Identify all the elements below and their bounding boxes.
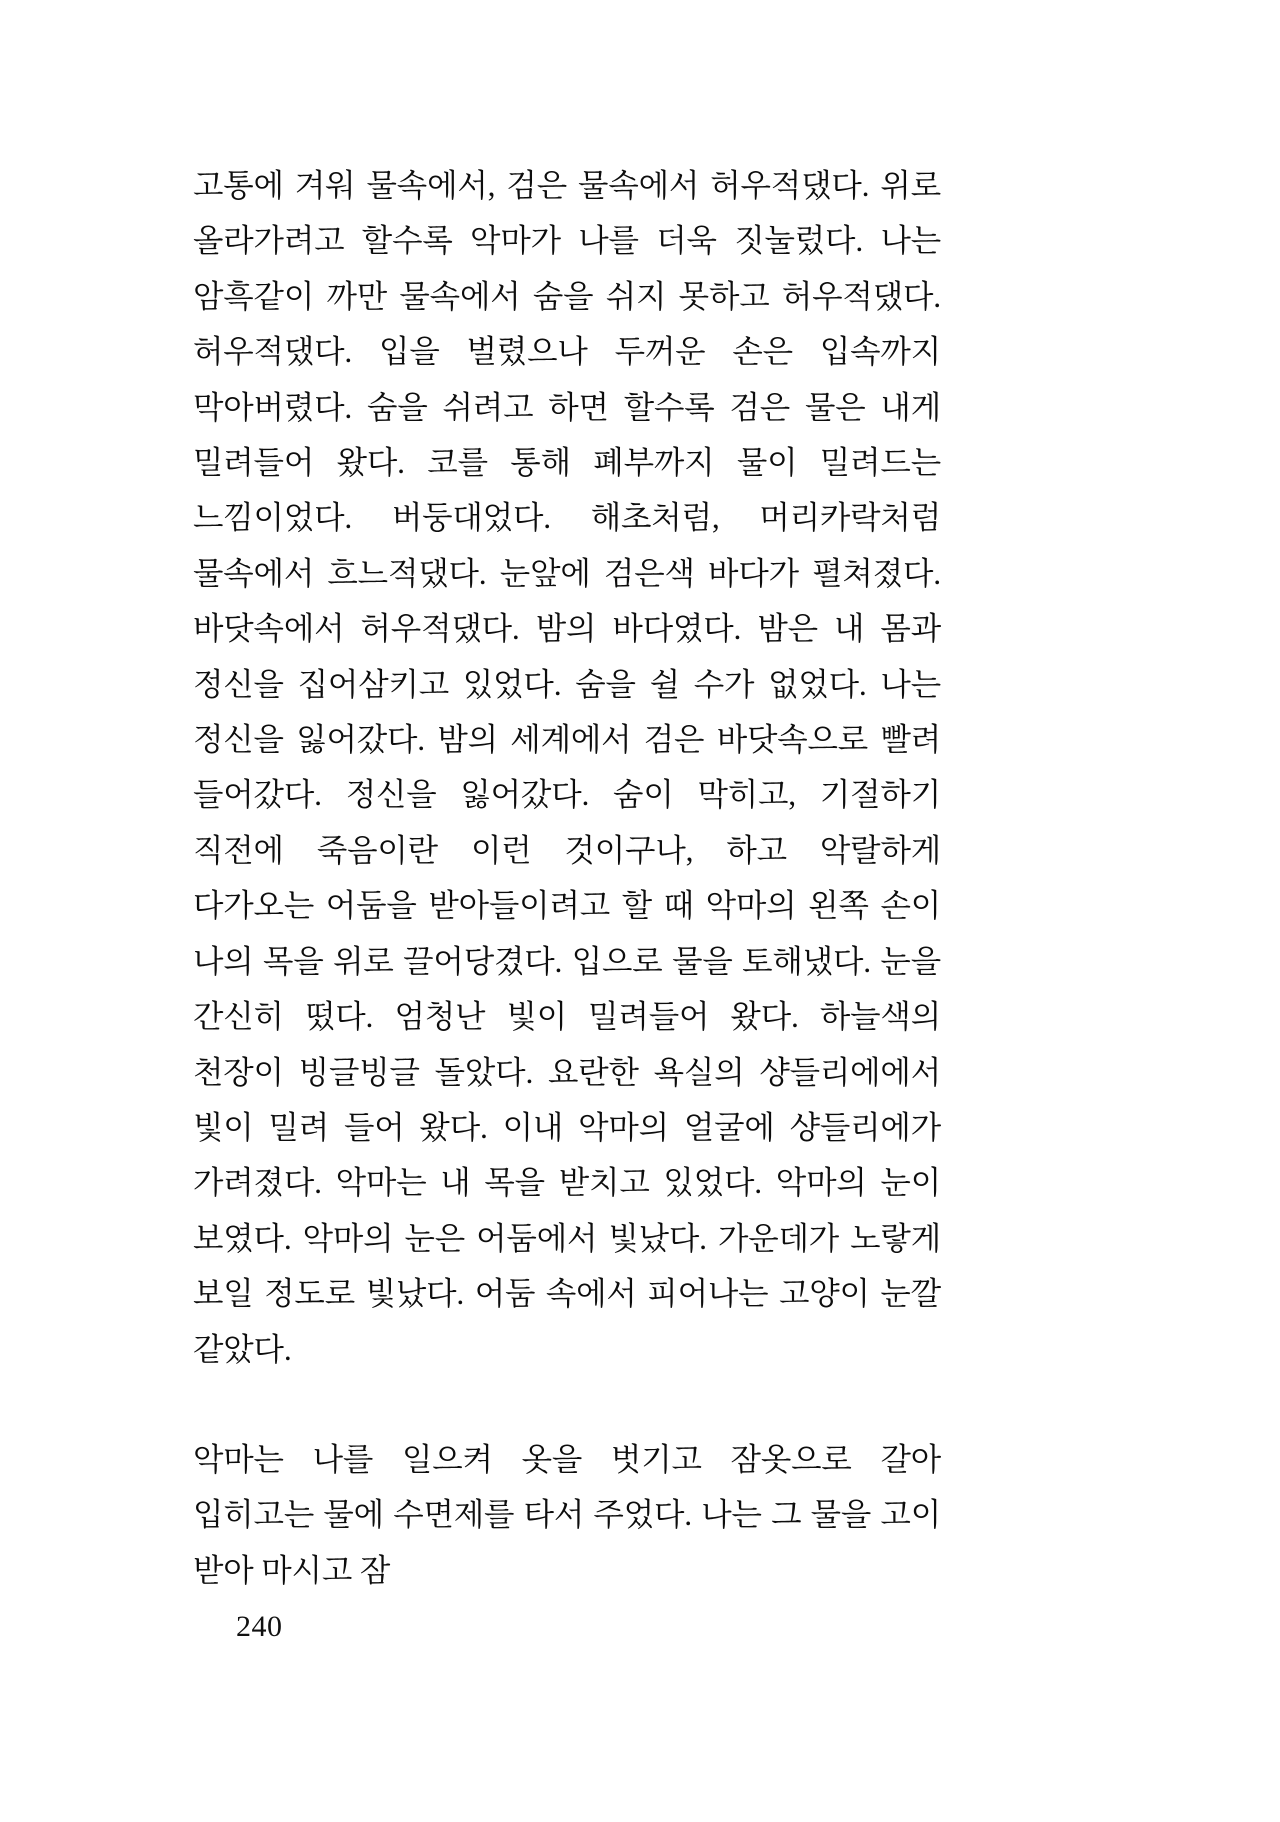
paragraph-spacer [193,1377,941,1432]
body-paragraph-2: 악마는 나를 일으켜 옷을 벗기고 잠옷으로 갈아 입히고는 물에 수면제를 타서 주었다. 나는 그 물을 고이 받아 마시고 잠 [193,1441,941,1588]
page-number: 240 [236,1610,283,1643]
body-text-column [193,158,941,1598]
body-paragraph-1: 고통에 겨워 물속에서, 검은 물속에서 허우적댔다. 위로 올라가려고 할수록 악마가 나를 더욱 짓눌렀다. 나는 암흑같이 까만 물속에서 숨을 쉬지 못하고 허우적댔다. 허우적댔다. 입을 벌렸으나 두꺼운 손은 입속까지 막아버렸다. 숨을 쉬려고 하면 할수록 검은 물은 내게 밀려들어 왔다. 코를 통해 폐부까지 물이 밀려드는 느낌이었다. 버둥대었다. 해초처럼, 머리카락처럼 물속에서 흐느적댔다. 눈앞에 검은색 바다가 펼쳐졌다. 바닷속에서 허우적댔다. 밤의 바다였다. 밤은 내 몸과 정신을 집어삼키고 있었다. 숨을 쉴 수가 없었다. 나는 정신을 잃어갔다. 밤의 세계에서 검은 바닷속으로 빨려 들어갔다. 정신을 잃어갔다. 숨이 막히고, 기절하기 직전에 죽음이란 이런 것이구나, 하고 악랄하게 다가오는 어둠을 받아들이려고 할 때 악마의 왼쪽 손이 나의 목을 위로 끌어당겼다. 입으로 물을 토해냈다. 눈을 간신히 떴다. 엄청난 빛이 밀려들어 왔다. 하늘색의 천장이 빙글빙글 돌았다. 요란한 욕실의 샹들리에에서 빛이 밀려 들어 왔다. 이내 악마의 얼굴에 샹들리에가 가려졌다. 악마는 내 목을 받치고 있었다. 악마의 눈이 보였다. 악마의 눈은 어둠에서 빛났다. 가운데가 노랗게 보일 정도로 빛났다. 어둠 속에서 피어나는 고양이 눈깔 같았다. [193,168,941,1367]
